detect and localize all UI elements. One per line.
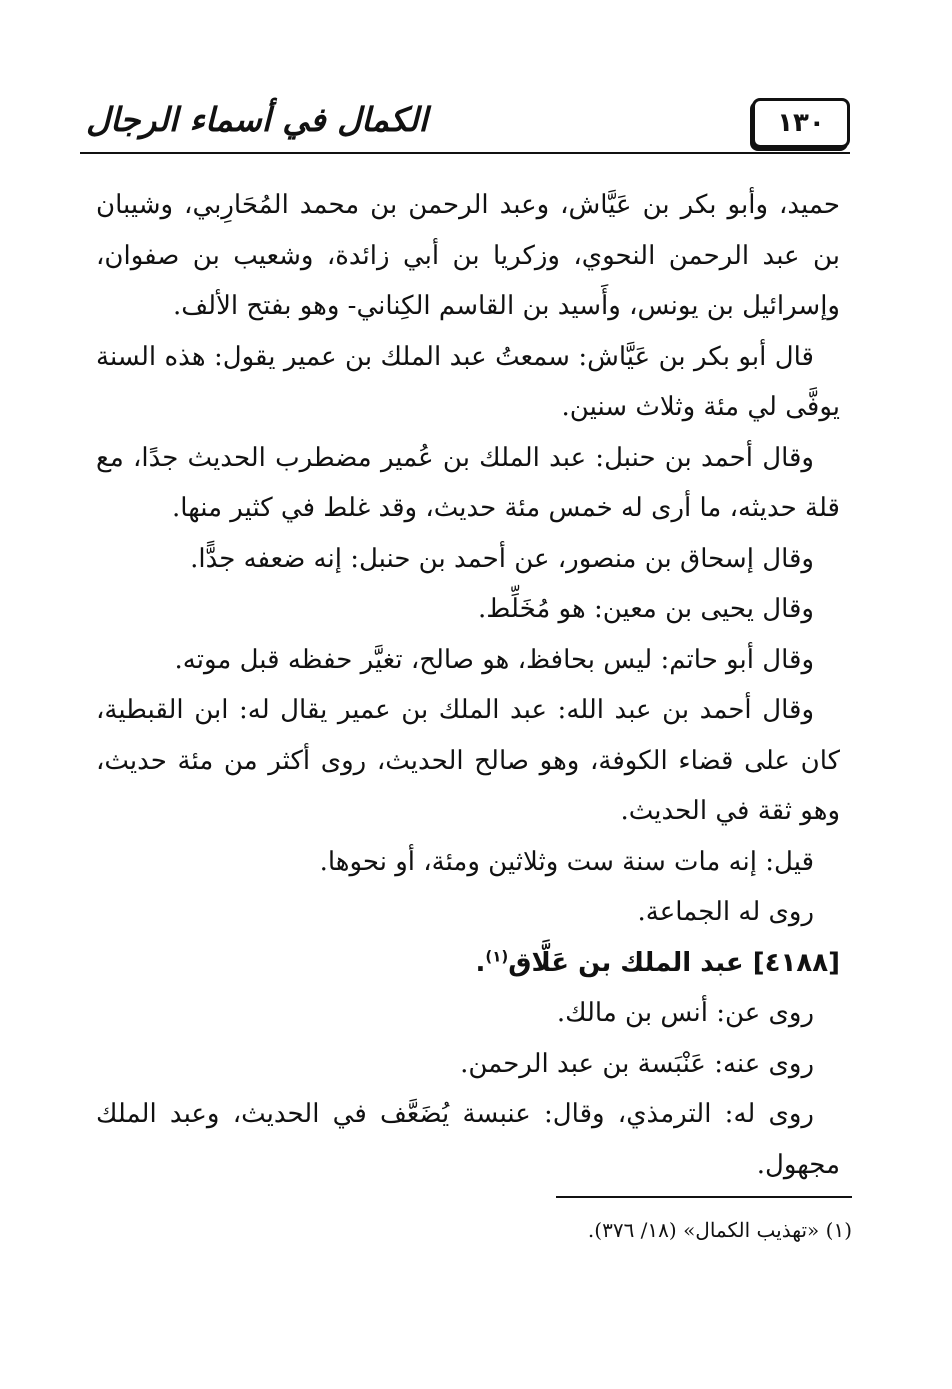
page-number-box [752,98,850,148]
entry-end: . [475,947,486,978]
paragraph: روى له الجماعة. [637,897,814,927]
paragraph: حميد، وأبو بكر بن عَيَّاش، وعبد الرحمن بن محمد المُحَارِبي، وشيبان بن عبد الرحمن النحوي، وزكريا بن أبي زائدة، وشعيب بن صفوان، وإسرائيل بن يونس، وأَسيد بن القاسم الكِناني- وهو بفتح الألف. [96,190,840,321]
main-text [96,180,840,1190]
paragraph: وقال أحمد بن حنبل: عبد الملك بن عُمير مضطرب الحديث جدًا، مع قلة حديثه، ما أرى له خمس مئة حديث، وقد غلط في كثير منها. [96,442,840,523]
header-divider [80,152,850,154]
paragraph: وقال إسحاق بن منصور، عن أحمد بن حنبل: إنه ضعفه جدًّا. [190,543,814,574]
entry-name: عبد الملك بن عَلَّاق [508,947,744,978]
paragraph: وقال أبو حاتم: ليس بحافظ، هو صالح، تغيَّر حفظه قبل موته. [174,644,814,675]
page-number: ١٣٠ [777,108,825,138]
entry-number: [٤١٨٨] [752,947,840,978]
footnote-reference[interactable]: (١) [485,946,509,965]
paragraph: روى عن: أنس بن مالك. [556,998,814,1028]
paragraph: وقال يحيى بن معين: هو مُخَلِّط. [478,594,814,624]
paragraph: وقال أحمد بن عبد الله: عبد الملك بن عمير يقال له: ابن القبطية، كان على قضاء الكوفة، وهو صالح الحديث، روى أكثر من مئة حديث، وهو ثقة في الحديث. [96,695,840,826]
paragraph: روى له: الترمذي، وقال: عنبسة يُضَعَّف في الحديث، وعبد الملك مجهول. [96,1099,840,1180]
paragraph: قال أبو بكر بن عَيَّاش: سمعتُ عبد الملك بن عمير يقول: هذه السنة يوفَّى لي مئة وثلاث سنين. [96,341,840,422]
footnote-divider [556,1196,852,1198]
book-title: الكمال في أسماء الرجال [86,100,428,139]
paragraph: روى عنه: عَنْبَسة بن عبد الرحمن. [460,1048,814,1079]
paragraph: قيل: إنه مات سنة ست وثلاثين ومئة، أو نحوها. [319,846,814,877]
page-header [80,92,850,156]
footnote: (١) «تهذيب الكمال» (١٨/ ٣٧٦). [587,1218,852,1242]
entry-heading [96,938,840,989]
